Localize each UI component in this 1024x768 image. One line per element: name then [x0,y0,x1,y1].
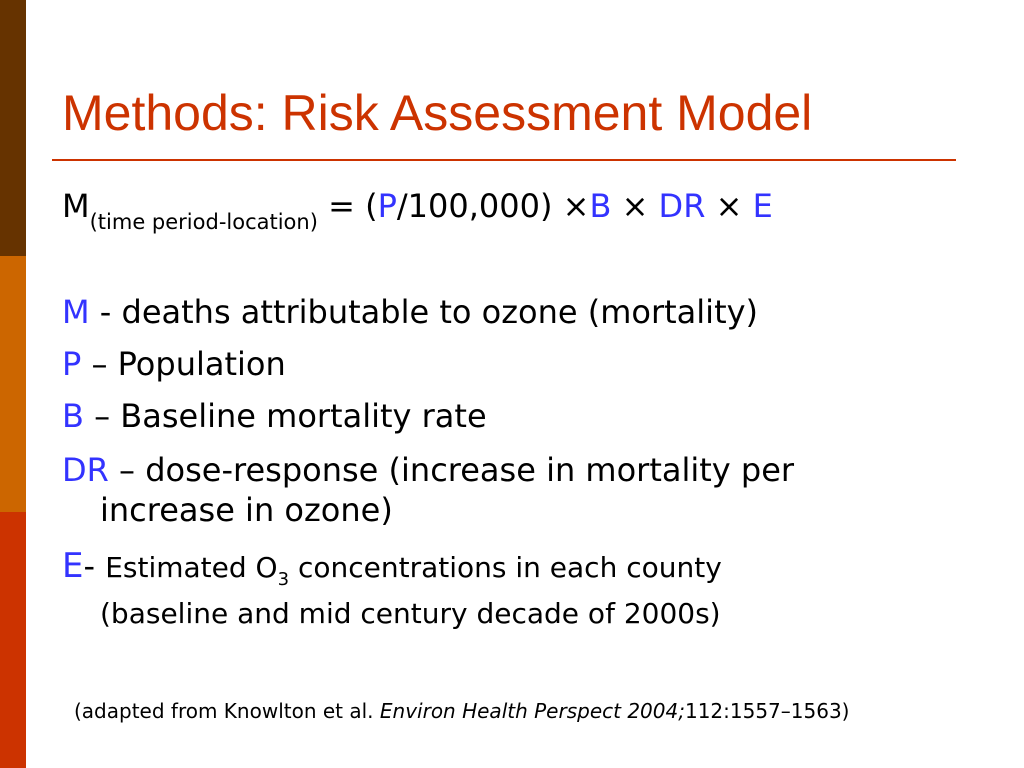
definition-dr-continuation: increase in ozone) [100,491,393,529]
definition-p [62,344,286,384]
accent-bar-bottom [0,512,26,768]
definition-e-continuation: (baseline and mid century decade of 2000s) [100,597,721,630]
accent-bar-middle [0,256,26,512]
definition-e-symbol: E [62,546,84,586]
definition-p-text: – Population [81,345,286,383]
formula-times-1: × [611,187,659,225]
definition-b-symbol: B [62,397,84,435]
definition-m [62,292,758,332]
formula-div: /100,000) × [396,187,590,225]
definition-m-symbol: M [62,293,90,331]
formula-lhs-subscript: (time period-location) [89,210,318,234]
citation [74,698,849,724]
definition-dr-text: – dose-response (increase in mortality per [108,451,795,489]
formula-eq: = ( [317,187,378,225]
risk-formula [62,186,773,242]
definition-e-subscript: 3 [277,569,290,590]
citation-suffix: 112:1557–1563) [684,699,850,723]
formula-lhs: M [62,187,90,225]
formula-p: P [377,187,397,225]
definition-b-text: – Baseline mortality rate [83,397,487,435]
definition-dr-symbol: DR [62,451,109,489]
citation-prefix: (adapted from Knowlton et al. [74,699,380,723]
formula-e: E [752,187,773,225]
definition-b [62,396,487,436]
formula-times-2: × [705,187,753,225]
definition-m-text: - deaths attributable to ozone (mortality) [89,293,759,331]
definition-e-text-a: Estimated O [105,551,278,584]
title-underline [52,159,956,161]
accent-bar-top [0,0,26,256]
formula-b: B [589,187,612,225]
definition-e [62,546,722,631]
slide-title: Methods: Risk Assessment Model [62,85,813,141]
definition-dr [62,450,794,530]
definition-e-dash: - [83,547,106,585]
definition-e-text-b: concentrations in each county [289,551,722,584]
definition-p-symbol: P [62,345,82,383]
formula-dr: DR [658,187,706,225]
citation-journal: Environ Health Perspect 2004; [379,699,685,723]
